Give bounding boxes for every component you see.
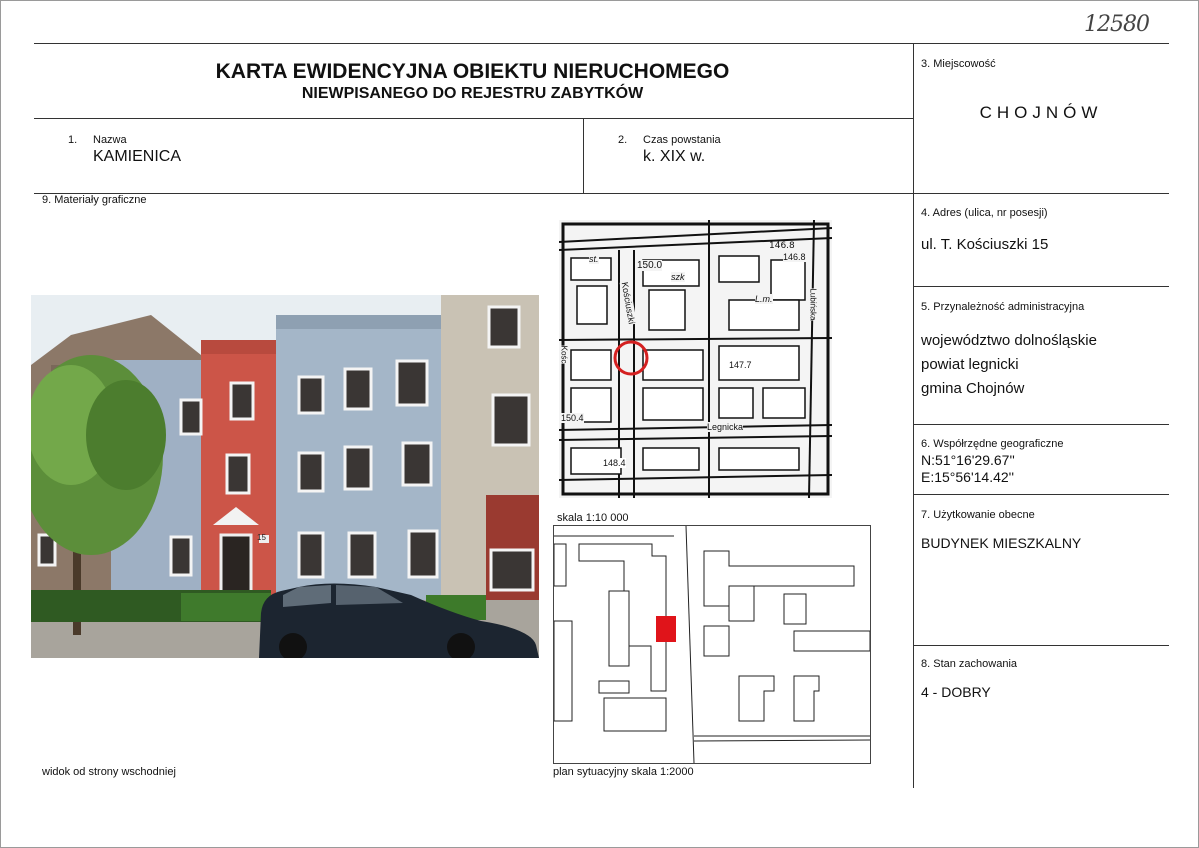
address-value: ul. T. Kościuszki 15 [921, 236, 1049, 253]
top-rule [34, 43, 1169, 44]
photo-house-number: 15 [257, 533, 266, 542]
name-date-divider [583, 118, 584, 193]
map-height-1500: 150.0 [637, 260, 663, 271]
photo-caption: widok od strony wschodniej [42, 766, 176, 778]
map-height-1468: 146.8 [783, 252, 806, 262]
rule-admin [913, 424, 1169, 425]
name-value: KAMIENICA [93, 148, 182, 165]
admin-county: powiat legnicki [921, 356, 1019, 373]
map-height-1504: 150.4 [561, 413, 584, 423]
condition-value: 4 - DOBRY [921, 684, 991, 700]
right-column-divider [913, 43, 914, 788]
map-street-legnicka: Legnicka [707, 422, 744, 432]
site-plan [553, 525, 871, 764]
usage-label: 7. Użytkowanie obecne [921, 509, 1035, 521]
map-label-szk: szk [671, 272, 685, 282]
map-label-lm: L.m. [755, 294, 773, 304]
registry-number: 12580 [1084, 12, 1149, 37]
address-label: 4. Adres (ulica, nr posesji) [921, 207, 1048, 219]
locality-label: 3. Miejscowość [921, 58, 996, 70]
rule-coords [913, 494, 1169, 495]
svg-text:146.8: 146.8 [769, 241, 795, 251]
map-street-lubinska: Lubińska [808, 288, 818, 321]
map-label-st: st. [589, 254, 599, 264]
map-street-kos-short: Kośc [559, 345, 569, 364]
graphics-label: 9. Materiały graficzne [42, 194, 147, 206]
map-height-1484: 148.4 [603, 458, 626, 468]
coords-label: 6. Współrzędne geograficzne [921, 438, 1064, 450]
created-value: k. XIX w. [643, 148, 706, 165]
map-height-1477: 147.7 [729, 360, 752, 370]
usage-value: BUDYNEK MIESZKALNY [921, 535, 1082, 551]
name-label: Nazwa [93, 134, 127, 146]
fields-rule [34, 193, 1169, 194]
name-number: 1. [68, 134, 78, 146]
condition-label: 8. Stan zachowania [921, 658, 1018, 670]
header-rule [34, 118, 913, 119]
admin-label: 5. Przynależność administracyjna [921, 301, 1085, 313]
rule-address [913, 286, 1169, 287]
created-number: 2. [618, 134, 628, 146]
created-label: Czas powstania [643, 134, 721, 146]
map-street-kosciuszki: Kościuszki [619, 281, 637, 325]
card-subtitle: NIEWPISANEGO DO REJESTRU ZABYTKÓW [301, 85, 644, 102]
admin-commune: gmina Chojnów [921, 380, 1025, 397]
card-title: KARTA EWIDENCYJNA OBIEKTU NIERUCHOMEGO [215, 60, 730, 83]
building-photo [31, 295, 539, 658]
topographic-map [559, 220, 832, 498]
coords-n: N:51°16'29.67'' [921, 452, 1015, 468]
locality-value: CHOJNÓW [979, 103, 1103, 122]
map-scale-caption: skala 1:10 000 [557, 512, 629, 524]
coords-e: E:15°56'14.42'' [921, 469, 1015, 485]
site-plan-caption: plan sytuacyjny skala 1:2000 [553, 766, 694, 778]
admin-voivodeship: województwo dolnośląskie [921, 332, 1097, 349]
rule-usage [913, 645, 1169, 646]
